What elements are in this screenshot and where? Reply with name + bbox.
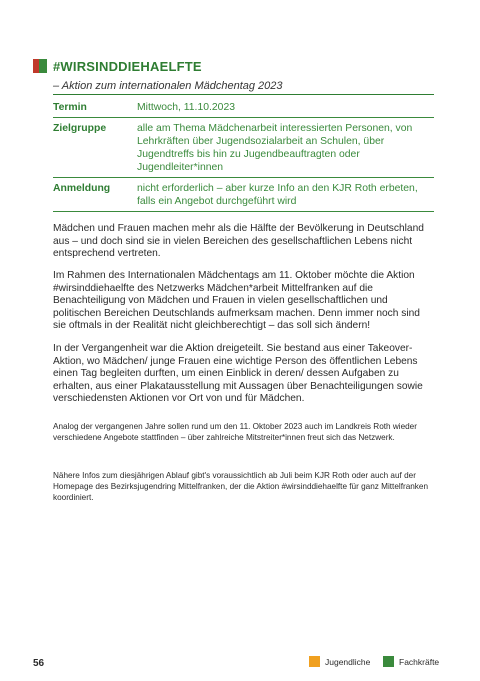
info-table-top-rule: [53, 94, 434, 95]
info-value: alle am Thema Mädchenarbeit interessierten Personen, von Lehrkräften über Jugendsozialarbeit an Schulen, über Jugendtreffs bis hin zu Jugendbeauftragten oder Jugendleiter*innen: [137, 123, 413, 173]
section-subtitle: – Aktion zum internationalen Mädchentag 2023: [53, 80, 283, 92]
legend-swatch-orange: [309, 656, 320, 667]
section-heading: [33, 59, 202, 73]
info-value: Mittwoch, 11.10.2023: [137, 102, 236, 113]
legend-swatch-green: [383, 656, 394, 667]
info-label: Zielgruppe: [53, 123, 107, 134]
legend-item-fachkraefte: [383, 656, 439, 667]
info-row-zielgruppe: [53, 118, 434, 178]
small-paragraph: Analog der vergangenen Jahre sollen rund um den 11. Oktober 2023 auch im Landkreis Roth wieder verschiedene Angebote stattfinden – über zahlreiche Mitstreiter*innen freut sich das Netzwerk.: [53, 422, 417, 442]
info-table: [53, 97, 434, 212]
info-label: Termin: [53, 102, 87, 113]
heading-mark-green: [39, 59, 47, 73]
section-title: #WIRSINDDIEHAELFTE: [53, 58, 202, 74]
legend-label: Fachkräfte: [399, 656, 440, 667]
info-row-termin: [53, 97, 434, 118]
info-row-anmeldung: [53, 178, 434, 212]
page-number: 56: [33, 658, 45, 669]
info-label: Anmeldung: [53, 183, 111, 194]
body-paragraph: Mädchen und Frauen machen mehr als die Hälfte der Bevölkerung in Deutschland aus – und doch sind sie in vielen Bereichen des gesellschaftlichen Lebens nicht entsprechend vertreten.: [53, 223, 424, 260]
small-paragraph: Nähere Infos zum diesjährigen Ablauf gibt's voraussichtlich ab Juli beim KJR Roth oder auch auf der Homepage des Bezirksjugendring Mittelfranken, der die Aktion #wirsinddiehaelfte für ganz Mittelfranken koordiniert.: [53, 471, 429, 502]
legend-item-jugendliche: [309, 656, 370, 667]
legend-label: Jugendliche: [325, 656, 371, 667]
body-paragraph: Im Rahmen des Internationalen Mädchentags am 11. Oktober möchte die Aktion #wirsinddiehaelfte des Netzwerks Mädchen*arbeit Mittelfranken auf die Benachteiligung von Mädchen und Frauen in vielen gesellschaftlichen und politischen Bereichen Deutschlands aufmerksam machen. Denn immer noch sind sie oftmals in der Realität nicht gleichberechtigt – das soll sich ändern!: [53, 270, 420, 332]
info-value: nicht erforderlich – aber kurze Info an den KJR Roth erbeten, falls ein Angebot durchgeführt wird: [137, 183, 418, 207]
body-paragraph: In der Vergangenheit war die Aktion dreigeteilt. Sie bestand aus einer Takeover-Aktion, wo Mädchen/ junge Frauen eine wichtige Person des öffentlichen Lebens einen Tag begleiten durften, um einen Einblick in deren/ dessen Aufgaben zu erhalten, aus einer Plakatausstellung mit Aussagen über Benachteiligungen sowie verschiedensten Aktionen vor Ort von und für Mädchen.: [53, 343, 423, 405]
heading-color-mark: [33, 59, 47, 73]
